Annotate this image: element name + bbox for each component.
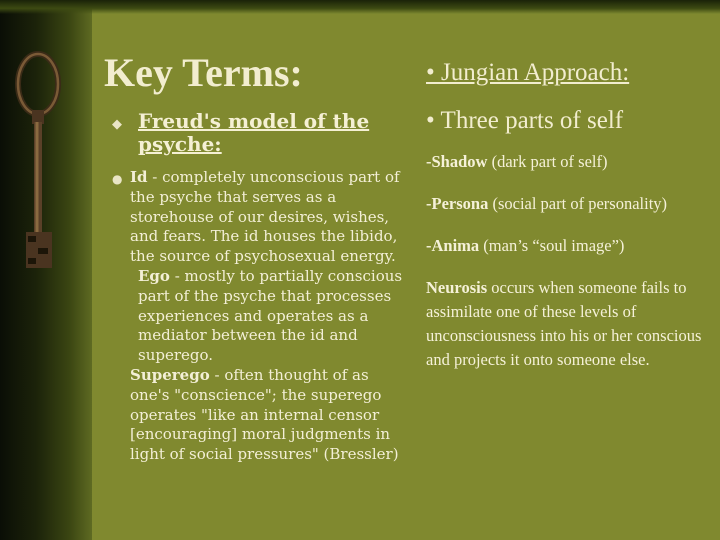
circle-bullet-icon: ● [112,172,123,186]
jungian-title: • Jungian Approach: [426,59,630,86]
slide-title: Key Terms: [104,50,303,95]
freud-terms [112,168,404,465]
neurosis-term: Neurosis [426,278,488,297]
anima-text: (man’s “soul image”) [479,236,625,255]
shadow-term: -Shadow [426,152,488,171]
superego-definition [130,366,404,465]
superego-text: - often thought of as one's "conscience"; the superego operates "like an internal censor [encouraging] moral judgments in light of social pressures" (Bressler) [130,365,399,464]
persona-term: -Persona [426,194,489,213]
superego-term: Superego [130,365,210,384]
ego-text: - mostly to partially conscious part of the psyche that processes experiences and operates as a mediator between the id and superego. [138,266,403,365]
three-parts-subtitle: • Three parts of self [426,107,624,134]
freud-heading: Freud's model of the psyche: [138,109,370,156]
key-icon [8,44,68,279]
diamond-bullet-icon: ◆ [112,117,122,132]
anima-item [426,234,712,258]
persona-text: (social part of personality) [488,194,668,213]
top-dark-band [0,0,720,14]
shadow-item [426,150,712,174]
left-column [104,50,404,464]
right-column [426,58,712,372]
shadow-text: (dark part of self) [487,152,608,171]
id-text: - completely unconscious part of the psyche that serves as a storehouse of our desires, wishes, and fears. The id houses the libido, the source of psychosexual energy. [130,168,400,266]
persona-item [426,192,712,216]
neurosis-text: occurs when someone fails to assimilate one of these levels of unconsciousness into his or her conscious and projects it onto someone else. [426,278,702,369]
ego-definition [138,267,404,366]
neurosis-item [426,276,712,372]
anima-term: -Anima [426,236,480,255]
freud-heading-row [112,110,402,156]
id-term: Id [130,168,148,186]
id-definition [130,168,404,267]
ego-term: Ego [138,266,170,285]
